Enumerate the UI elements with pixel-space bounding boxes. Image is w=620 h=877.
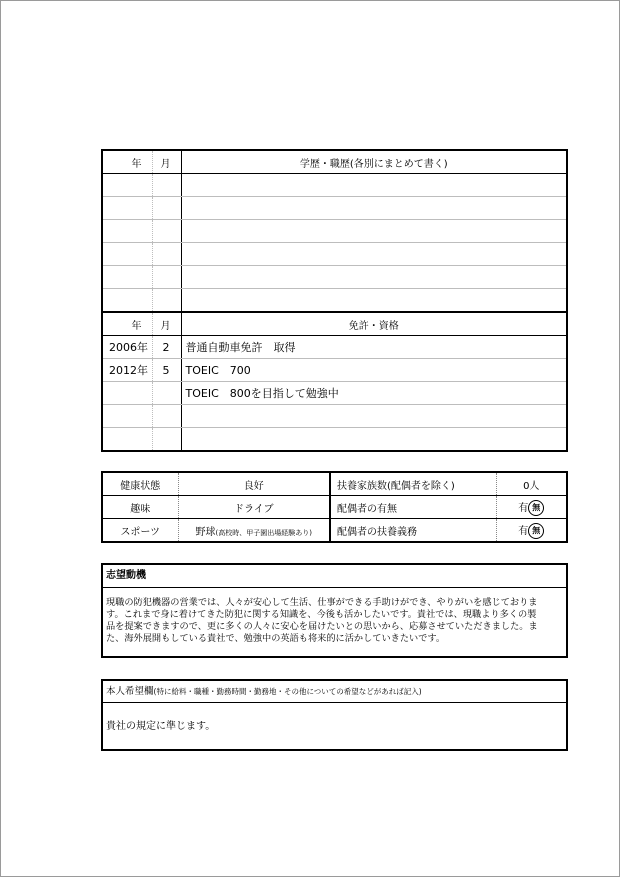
spouse-support-no-circled: 無 [528, 523, 544, 539]
hobby-row [102, 496, 567, 519]
motive-body [103, 588, 566, 645]
sports-value [178, 519, 330, 543]
spouse-label: 配偶者の有無 [330, 496, 496, 519]
hobby-label: 趣味 [102, 496, 178, 519]
history-table [101, 149, 568, 452]
spouse-support-value [496, 519, 567, 543]
wish-title: 本人希望欄 [106, 686, 154, 697]
education-row [102, 220, 567, 243]
sports-main: 野球 [195, 526, 216, 538]
motive-box [101, 563, 568, 658]
license-header: 免許・資格 [181, 312, 567, 336]
personal-info-table [101, 471, 568, 543]
education-row [102, 266, 567, 289]
spouse-no-circled: 無 [528, 500, 544, 516]
motive-line: 現職の防犯機器の営業では、人々が安心して生活、仕事ができる手助けができ、やりがいを感じておりま [106, 597, 538, 608]
hobby-value: ドライブ [178, 496, 330, 519]
license-content: TOEIC 700 [181, 359, 567, 382]
wish-title-row [103, 681, 566, 703]
license-row [102, 428, 567, 452]
health-row [102, 472, 567, 496]
year-header: 年 [102, 150, 152, 174]
license-row [102, 336, 567, 359]
license-month: 2 [152, 336, 181, 359]
wish-body: 貴社の規定に準じます。 [106, 721, 216, 732]
motive-line: 品を提案できますので、更に多くの人々に安心を届けたいとの思いから、応募させていただきました。ま [106, 621, 538, 632]
education-row [102, 197, 567, 220]
dependents-label: 扶養家族数(配偶者を除く) [330, 472, 496, 496]
wish-box [101, 679, 568, 751]
license-year: 2012年 [102, 359, 152, 382]
license-header-row [102, 312, 567, 336]
education-header: 学歴・職歴(各別にまとめて書く) [181, 150, 567, 174]
license-year [102, 382, 152, 405]
spouse-yes: 有 [518, 502, 529, 514]
wish-title-note: (特に給料・職種・勤務時間・勤務地・その他についての希望などがあれば記入) [153, 687, 422, 696]
sports-note: (高校時、甲子園出場経験あり) [215, 528, 312, 537]
license-row [102, 359, 567, 382]
education-row [102, 174, 567, 197]
education-header-row [102, 150, 567, 174]
month-header: 月 [152, 312, 181, 336]
license-year: 2006年 [102, 336, 152, 359]
license-row [102, 382, 567, 405]
license-content: TOEIC 800を目指して勉強中 [181, 382, 567, 405]
spouse-support-yes: 有 [518, 525, 529, 537]
license-month [152, 382, 181, 405]
motive-line: す。これまで身に着けてきた防犯に関する知識を、今後も活かしたいです。貴社では、現職より多くの製 [106, 609, 537, 620]
license-month: 5 [152, 359, 181, 382]
month-header: 月 [152, 150, 181, 174]
education-row [102, 289, 567, 313]
dependents-value: 0人 [496, 472, 567, 496]
sports-label: スポーツ [102, 519, 178, 543]
spouse-value [496, 496, 567, 519]
motive-title: 志望動機 [103, 565, 566, 588]
health-label: 健康状態 [102, 472, 178, 496]
license-row [102, 405, 567, 428]
sports-row [102, 519, 567, 543]
spouse-support-label: 配偶者の扶養義務 [330, 519, 496, 543]
education-row [102, 243, 567, 266]
year-header: 年 [102, 312, 152, 336]
motive-line: た、海外展開もしている貴社で、勉強中の英語も将来的に活かしていきたいです。 [106, 633, 446, 644]
health-value: 良好 [178, 472, 330, 496]
license-content: 普通自動車免許 取得 [181, 336, 567, 359]
